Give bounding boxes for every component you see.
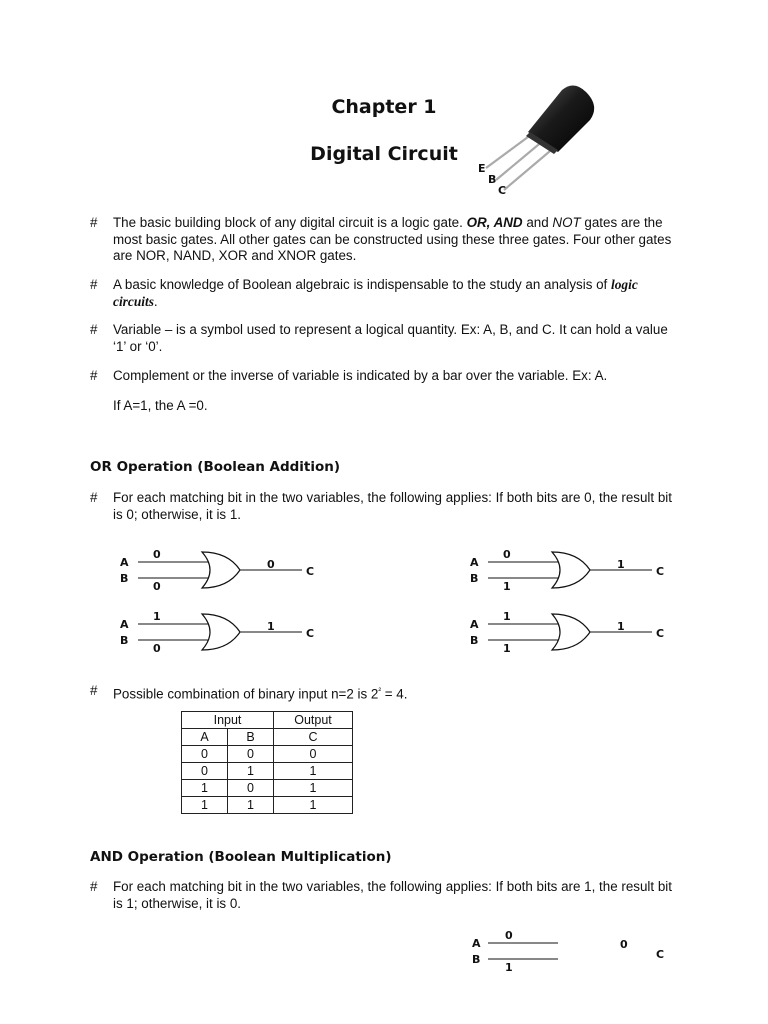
label-c: C (656, 627, 665, 640)
label-b: B (120, 572, 129, 585)
or-section-heading: OR Operation (Boolean Addition) (90, 459, 341, 475)
bullet-marker: # (90, 879, 98, 894)
input-b-value: 1 (503, 580, 511, 593)
input-b-value: 0 (153, 642, 161, 655)
label-c: C (656, 565, 665, 578)
input-a-value: 0 (503, 548, 511, 561)
col-a: A (182, 729, 228, 746)
text-segment: = 4. (381, 686, 408, 702)
transistor-image (470, 82, 610, 200)
label-a: A (120, 556, 129, 569)
transistor-pin-e: E (478, 162, 486, 175)
bullet-marker: # (90, 215, 98, 230)
table-row (182, 780, 353, 797)
cell-b: 1 (228, 797, 274, 814)
col-c: C (274, 729, 353, 746)
bullet-marker: # (90, 368, 98, 383)
text-segment: Possible combination of binary input n=2 is 2 (113, 686, 379, 702)
cell-c: 0 (274, 746, 353, 763)
text-and-rule: For each matching bit in the two variables, the following applies: If both bits are 1, the result bit is 1; otherwise, it is 0. (113, 879, 672, 911)
bullet-or-rule (90, 490, 680, 523)
cell-b: 0 (228, 780, 274, 797)
header-output: Output (274, 712, 353, 729)
input-a-value: 1 (503, 610, 511, 623)
input-a-value: 0 (153, 548, 161, 561)
bullet-combinations (90, 683, 680, 703)
or-gate-4 (470, 610, 664, 655)
text-or-and: OR, AND (466, 215, 523, 230)
bullet-marker: # (90, 277, 98, 292)
output-value: 1 (617, 558, 625, 571)
cell-a: 0 (182, 763, 228, 780)
table-row (182, 746, 353, 763)
label-b: B (470, 634, 479, 647)
or-gate-1 (120, 548, 314, 593)
cell-b: 1 (228, 763, 274, 780)
col-b: B (228, 729, 274, 746)
bullet-variable (90, 322, 680, 355)
or-truth-table (181, 711, 353, 814)
text-segment: gates are the most basic gates. All other gates can be constructed using these three gates. Four other gates are NOR, NAND, XOR and XNOR gates. (113, 215, 672, 263)
label-c: C (306, 565, 315, 578)
and-gate-diagram (460, 925, 680, 975)
cell-a: 0 (182, 746, 228, 763)
input-a-value: 0 (505, 929, 513, 942)
text-segment: and (522, 215, 553, 230)
cell-c: 1 (274, 780, 353, 797)
or-gate-3 (120, 610, 314, 655)
bullet-marker: # (90, 683, 98, 698)
label-b: B (470, 572, 479, 585)
text-segment: A basic knowledge of Boolean algebraic is indispensable to the study an analysis of (113, 277, 612, 292)
output-value: 1 (267, 620, 275, 633)
cell-a: 1 (182, 797, 228, 814)
table-row (182, 797, 353, 814)
bullet-marker: # (90, 322, 98, 337)
transistor-pin-b: B (488, 173, 497, 186)
label-b: B (120, 634, 129, 647)
text-segment: . (153, 293, 158, 309)
table-subheader-row (182, 729, 353, 746)
text-or-rule: For each matching bit in the two variables, the following applies: If both bits are 0, the result bit is 0; otherwise, it is 1. (113, 490, 672, 522)
label-b: B (472, 953, 481, 966)
output-value: 0 (620, 938, 628, 951)
and-section-heading: AND Operation (Boolean Multiplication) (90, 849, 392, 865)
label-c: C (656, 948, 665, 961)
label-c: C (306, 627, 315, 640)
text-variable: Variable – is a symbol used to represent a logical quantity. Ex: A, B, and C. It can hold a value ‘1’ or ‘0’. (113, 322, 668, 354)
superscript-exponent: ² (378, 686, 382, 695)
bullet-boolean-algebra (90, 277, 680, 310)
table-row (182, 763, 353, 780)
label-a: A (470, 618, 479, 631)
label-a: A (470, 556, 479, 569)
cell-c: 1 (274, 763, 353, 780)
or-gate-diagrams (110, 540, 680, 660)
output-value: 1 (617, 620, 625, 633)
input-a-value: 1 (153, 610, 161, 623)
table-header-row (182, 712, 353, 729)
text-logic-circuits: logic circuits (113, 277, 638, 309)
text-complement: Complement or the inverse of variable is indicated by a bar over the variable. Ex: A. (113, 368, 608, 383)
page-title: Digital Circuit (310, 143, 458, 165)
bullet-logic-gates (90, 215, 680, 265)
cell-b: 0 (228, 746, 274, 763)
bullet-and-rule (90, 879, 680, 912)
bullet-marker: # (90, 490, 98, 505)
or-gate-2 (470, 548, 664, 593)
transistor-pin-c: C (498, 184, 507, 197)
cell-c: 1 (274, 797, 353, 814)
header-input: Input (182, 712, 274, 729)
text-segment: The basic building block of any digital circuit is a logic gate. (113, 215, 467, 230)
complement-example: If A=1, the A =0. (113, 398, 208, 413)
chapter-title: Chapter 1 (331, 96, 437, 118)
label-a: A (472, 937, 481, 950)
output-value: 0 (267, 558, 275, 571)
input-b-value: 0 (153, 580, 161, 593)
input-b-value: 1 (505, 961, 513, 974)
input-b-value: 1 (503, 642, 511, 655)
cell-a: 1 (182, 780, 228, 797)
text-not: NOT (552, 215, 581, 230)
label-a: A (120, 618, 129, 631)
bullet-complement (90, 368, 680, 385)
